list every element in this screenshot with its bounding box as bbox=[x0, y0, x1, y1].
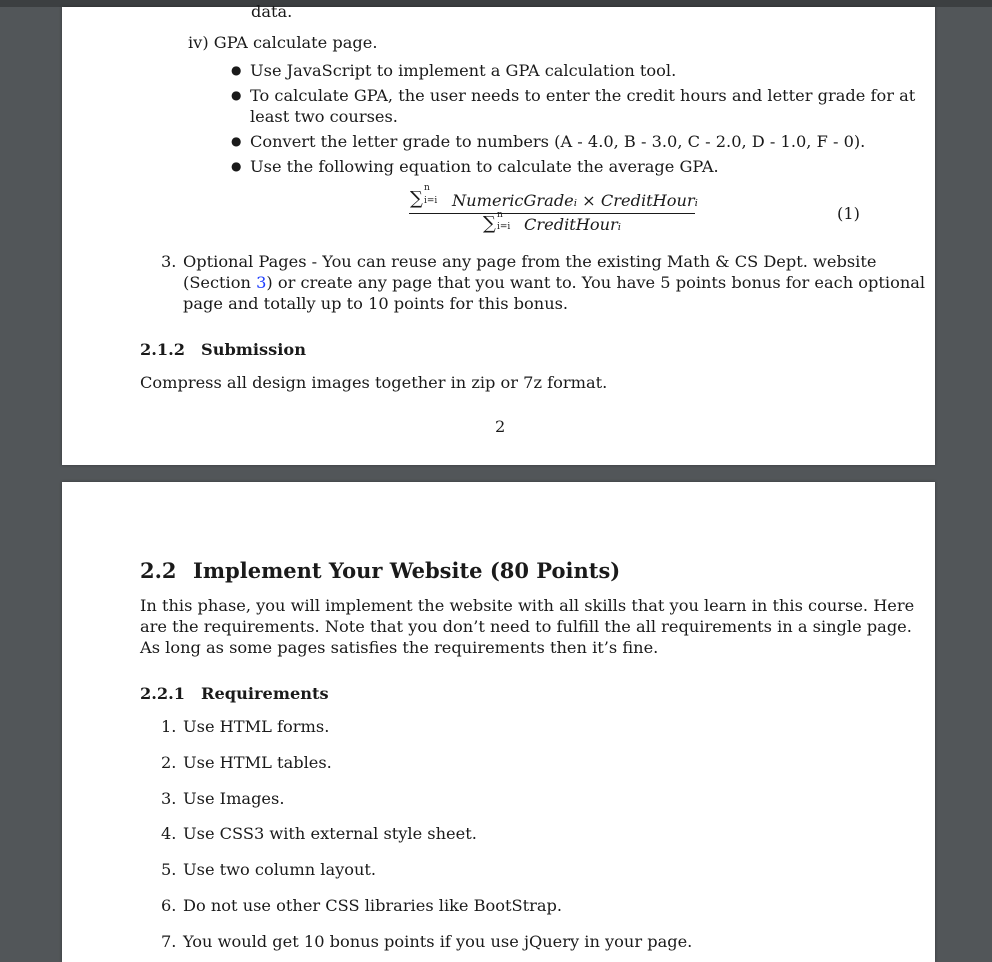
viewer-top-bar bbox=[0, 0, 992, 7]
sum-symbol: ∑ bbox=[410, 188, 423, 209]
item3-line2-post: ) or create any page that you want to. You have 5 points bonus for each optional bbox=[266, 273, 926, 292]
list-item: Use CSS3 with external style sheet. bbox=[183, 824, 477, 843]
list-item: Use two column layout. bbox=[183, 860, 377, 879]
subsection-title: Submission bbox=[201, 340, 306, 359]
list-number: 6. bbox=[161, 896, 177, 915]
bullet-text: Convert the letter grade to numbers (A - 4.0, B - 3.0, C - 2.0, D - 1.0, F - 0). bbox=[250, 132, 866, 151]
list-number: 7. bbox=[161, 932, 177, 951]
list-number: 3. bbox=[161, 252, 177, 271]
list-number: 4. bbox=[161, 824, 177, 843]
item3-line1: Optional Pages - You can reuse any page from the existing Math & CS Dept. website bbox=[183, 252, 877, 271]
bullet-icon: ● bbox=[231, 134, 242, 148]
submission-text: Compress all design images together in zip or 7z format. bbox=[140, 373, 608, 392]
item3-line2-pre: (Section bbox=[183, 273, 257, 292]
list-number: 1. bbox=[161, 717, 177, 736]
bullet-text: To calculate GPA, the user needs to enter the credit hours and letter grade for at bbox=[250, 86, 916, 105]
list-item: Use HTML tables. bbox=[183, 753, 332, 772]
subsection-title: Requirements bbox=[201, 684, 329, 703]
intro-line: In this phase, you will implement the website with all skills that you learn in this course. Here bbox=[140, 596, 915, 615]
bullet-icon: ● bbox=[231, 88, 242, 102]
equation-denominator: CreditHourᵢ bbox=[524, 215, 622, 234]
sum-upper: n bbox=[424, 183, 430, 193]
list-number: 5. bbox=[161, 860, 177, 879]
sum-lower: i=i bbox=[424, 196, 438, 206]
equation-number: (1) bbox=[837, 204, 860, 223]
pdf-page-2 bbox=[62, 2, 935, 465]
sum-symbol: ∑ bbox=[483, 213, 496, 234]
bullet-icon: ● bbox=[231, 159, 242, 173]
equation-numerator: NumericGradeᵢ × CreditHourᵢ bbox=[452, 191, 698, 210]
section-link[interactable]: 3 bbox=[256, 273, 267, 292]
sum-lower: i=i bbox=[497, 222, 511, 232]
bullet-icon: ● bbox=[231, 63, 242, 77]
item3-line3: page and totally up to 10 points for this bonus. bbox=[183, 294, 569, 313]
sum-upper: n bbox=[497, 210, 503, 220]
intro-line: As long as some pages satisfies the requirements then it’s fine. bbox=[140, 638, 659, 657]
bullet-text: Use JavaScript to implement a GPA calculation tool. bbox=[250, 61, 677, 80]
item3-line2 bbox=[183, 272, 925, 293]
page-number: 2 bbox=[495, 417, 506, 436]
bullet-text: Use the following equation to calculate the average GPA. bbox=[250, 157, 719, 176]
list-item: Use HTML forms. bbox=[183, 717, 330, 736]
item-iv: iv) GPA calculate page. bbox=[188, 33, 378, 52]
subsection-number: 2.2.1 bbox=[140, 684, 186, 703]
pdf-page-3 bbox=[62, 482, 935, 962]
cut-text: data. bbox=[251, 2, 293, 21]
list-item: Use Images. bbox=[183, 789, 285, 808]
section-number: 2.2 bbox=[140, 558, 177, 583]
list-item: Do not use other CSS libraries like BootStrap. bbox=[183, 896, 563, 915]
bullet-text-cont: least two courses. bbox=[250, 107, 398, 126]
subsection-number: 2.1.2 bbox=[140, 340, 186, 359]
list-item: You would get 10 bonus points if you use jQuery in your page. bbox=[183, 932, 693, 951]
section-title: Implement Your Website (80 Points) bbox=[193, 558, 621, 583]
list-number: 3. bbox=[161, 789, 177, 808]
list-number: 2. bbox=[161, 753, 177, 772]
intro-line: are the requirements. Note that you don’t need to fulfill the all requirements in a single page. bbox=[140, 617, 912, 636]
